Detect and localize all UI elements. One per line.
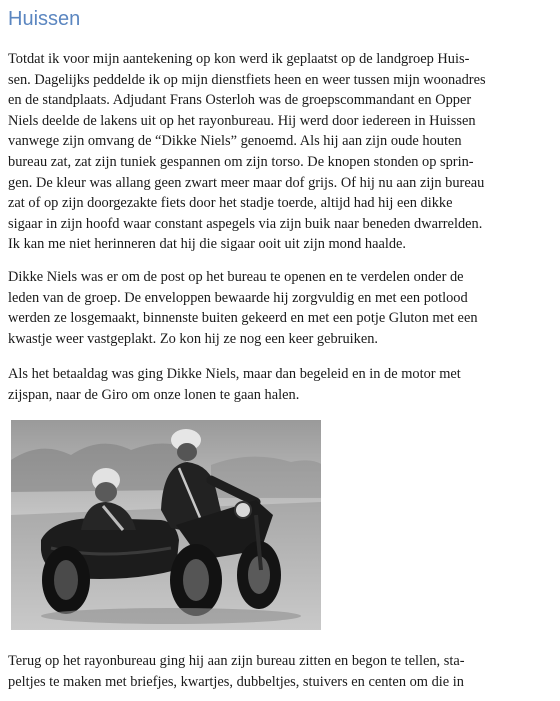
text-line: zat of op zijn doorgezakte fiets door het stadje toerde, altijd had hij een dikke (8, 195, 453, 212)
text-line: en de standplaats. Adjudant Frans Osterloh was de groepscommandant en Opper (8, 92, 472, 109)
paragraph-4 (8, 651, 553, 692)
text-line: kwastje weer vastgeplakt. Zo kon hij ze nog een keer gebruiken. (8, 330, 379, 347)
text-line: Terug op het rayonbureau ging hij aan zijn bureau zitten en begon te tellen, sta- (8, 653, 465, 669)
text-line: Als het betaaldag was ging Dikke Niels, maar dan begeleid en in de motor met (8, 366, 461, 382)
text-line: gen. De kleur was allang geen zwart meer maar dof grijs. Of hij nu aan zijn bureau (8, 174, 485, 191)
text-line: bureau zat, zat zijn tuniek gespannen om zijn torso. De knopen stonden op sprin- (8, 153, 474, 170)
text-line: vanwege zijn omvang de “Dikke Niels” genoemd. Als hij aan zijn oude houten (8, 133, 462, 150)
motorcycle-sidecar-photo (11, 420, 321, 630)
text-line: sigaar in zijn hoofd waar constant aspegels via zijn buik naar beneden dwarrelden. (8, 215, 483, 232)
text-line: Ik kan me niet herinneren dat hij die sigaar ooit uit zijn mond haalde. (8, 236, 407, 253)
text-line: peltjes te maken met briefjes, kwartjes, dubbeltjes, stuivers en centen om die in (8, 673, 464, 690)
text-line: werden ze losgemaakt, binnenste buiten gekeerd en met een potje Gluton met een (8, 310, 478, 327)
text-line: sen. Dagelijks peddelde ik op mijn dienstfiets heen en weer tussen mijn woonadres (8, 71, 486, 88)
text-line: Niels deelde de lakens uit op het rayonbureau. Hij werd door iedereen in Huissen (8, 112, 476, 129)
text-line: leden van de groep. De enveloppen bewaarde hij zorgvuldig en met een potlood (8, 289, 468, 306)
text-line: zijspan, naar de Giro om onze lonen te gaan halen. (8, 386, 300, 403)
paragraph-3 (8, 364, 553, 405)
paragraph-1 (8, 49, 553, 255)
paragraph-2 (8, 267, 553, 349)
text-line: Dikke Niels was er om de post op het bureau te openen en te verdelen onder de (8, 269, 464, 285)
text-line: Totdat ik voor mijn aantekening op kon werd ik geplaatst op de landgroep Huis- (8, 51, 470, 67)
page-title: Huissen (8, 8, 81, 30)
